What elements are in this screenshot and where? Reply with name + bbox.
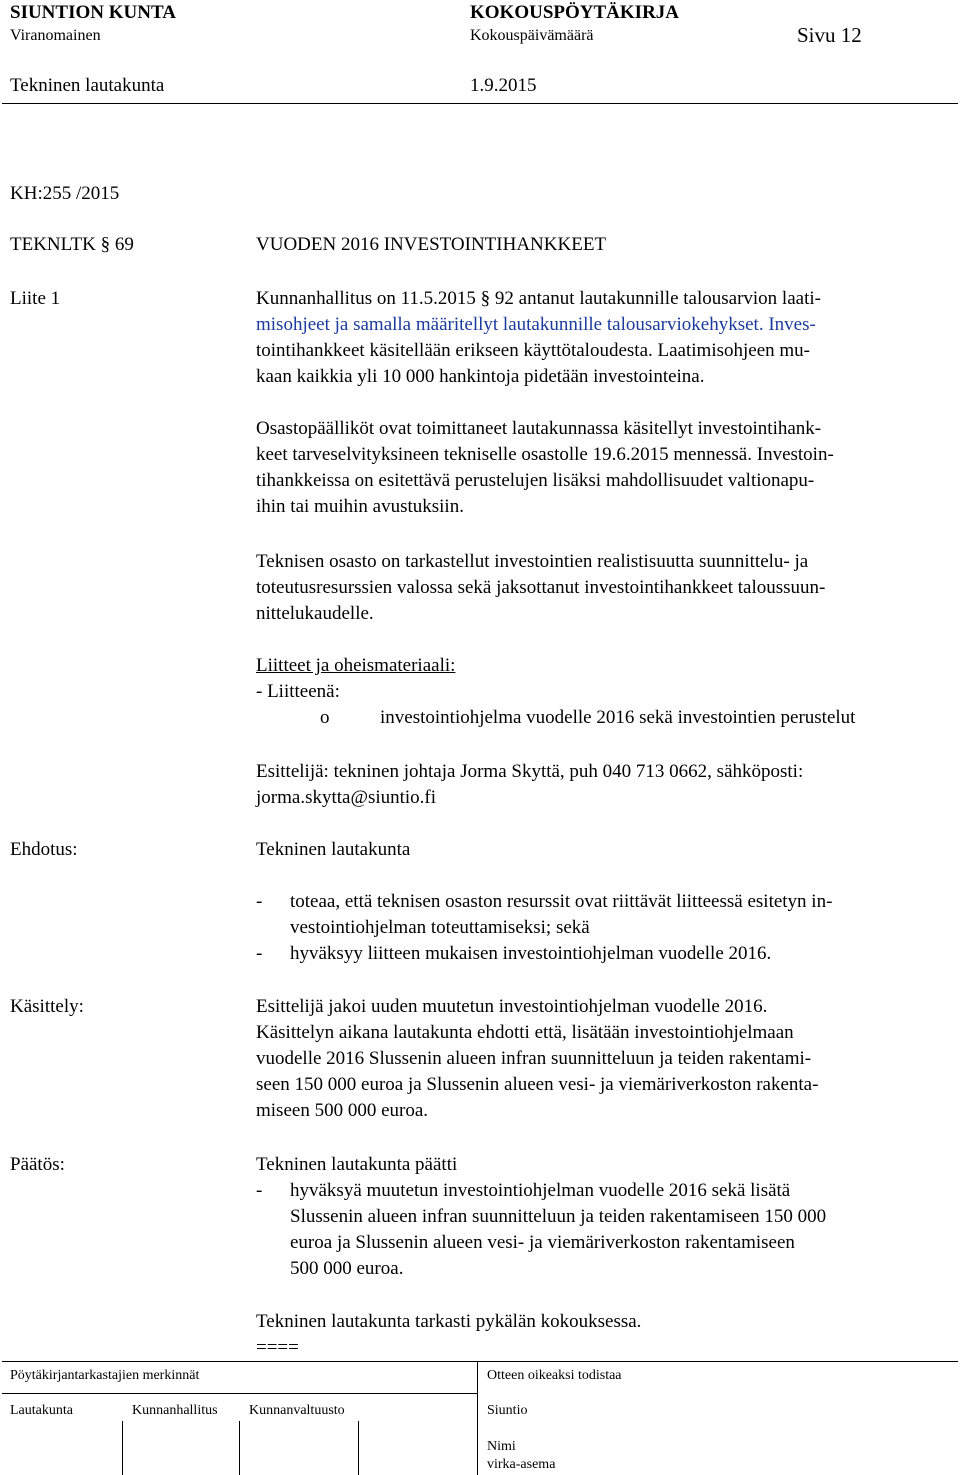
attachments-sublabel: - Liitteenä: <box>256 681 340 702</box>
proposal-dash-1: - <box>256 891 263 912</box>
footer-certified-label: Otteen oikeaksi todistaa <box>487 1368 622 1383</box>
proposal-dash-2: - <box>256 943 263 964</box>
paragraph-background: Kunnanhallitus on 11.5.2015 § 92 antanut lautakunnille talousarvion laati- misohjeet ja samalla määritellyt lautakunnille talousarviokehykset. Inves- tointihankkeet käsitellään erikseen käyttötaloudesta. Laatimisohjeen mu- kaan kaikkia yli 10 000 hankintoja pidetään investointeina. <box>256 288 821 387</box>
footer-title-label: virka-asema <box>487 1457 556 1472</box>
document-type: KOKOUSPÖYTÄKIRJA <box>470 2 680 23</box>
footer-left-row-rule <box>2 1393 477 1394</box>
header-divider <box>2 103 958 104</box>
decision-dash: - <box>256 1180 263 1201</box>
authority-name: Tekninen lautakunta <box>10 75 165 96</box>
decision-intro: Tekninen lautakunta päätti <box>256 1154 458 1175</box>
attachments-heading: Liitteet ja oheismateriaali: <box>256 655 456 676</box>
case-title: VUODEN 2016 INVESTOINTIHANKKEET <box>256 234 607 255</box>
footer-center-divider <box>477 1361 478 1475</box>
date-label: Kokouspäivämäärä <box>470 27 594 44</box>
proposal-label: Ehdotus: <box>10 839 78 860</box>
footer-name-label: Nimi <box>487 1439 516 1454</box>
footer-col-divider-2 <box>239 1421 240 1475</box>
proposal-body-name: Tekninen lautakunta <box>256 839 411 860</box>
proposal-item-1-line-1: toteaa, että teknisen osaston resurssit ovat riittävät liitteessä esitetyn in- <box>290 891 833 912</box>
authority-label: Viranomainen <box>10 27 101 44</box>
footer-col-kunnanhallitus: Kunnanhallitus <box>132 1403 218 1418</box>
attachment-bullet: o <box>320 707 330 728</box>
decision-item: hyväksyä muutetun investointiohjelman vuodelle 2016 sekä lisätä Slussenin alueen infran suunnitteluun ja teiden rakentamiseen 150 000 euroa ja Slussenin alueen vesi- ja viemäriverkoston rakentamiseen 500 000 euroa. <box>290 1180 827 1279</box>
page-number: Sivu 12 <box>797 23 862 47</box>
handling-text: Esittelijä jakoi uuden muutetun investointiohjelman vuodelle 2016. Käsittelyn aikana lautakunta ehdotti että, lisätään investointiohjelmaan vuodelle 2016 Slussenin alueen infran suunnitteluun ja teiden rakentami- seen 150 000 euroa ja Slussenin alueen vesi- ja viemäriverkoston rakenta- miseen 500 000 euroa. <box>256 996 819 1121</box>
presenter-info: Esittelijä: tekninen johtaja Jorma Skyttä, puh 040 713 0662, sähköposti: jorma.skytta@siuntio.fi <box>256 761 804 808</box>
paragraph-review: Teknisen osasto on tarkastellut investointien realistisuutta suunnittelu- ja toteutusresurssien valossa sekä jaksottanut investointihankkeet taloussuun- nittelukaudelle. <box>256 551 826 624</box>
footer-reviewers-label: Pöytäkirjantarkastajien merkinnät <box>10 1368 200 1383</box>
decision-label: Päätös: <box>10 1154 65 1175</box>
section-reference: TEKNLTK § 69 <box>10 234 134 255</box>
footer-top-rule <box>2 1361 958 1362</box>
handling-label: Käsittely: <box>10 996 84 1017</box>
proposal-item-1-line-2: vestointiohjelman toteuttamiseksi; sekä <box>290 917 590 938</box>
footer-col-lautakunta: Lautakunta <box>10 1403 73 1418</box>
proposal-item-2: hyväksyy liitteen mukaisen investointiohjelman vuodelle 2016. <box>290 943 772 964</box>
end-mark: ==== <box>256 1337 299 1358</box>
org-name: SIUNTION KUNTA <box>10 2 176 23</box>
attachment-label: Liite 1 <box>10 288 61 309</box>
footer-col-kunnanvaltuusto: Kunnanvaltuusto <box>249 1403 345 1418</box>
decision-checked-note: Tekninen lautakunta tarkasti pykälän kokouksessa. <box>256 1311 642 1332</box>
footer-col-divider-1 <box>122 1421 123 1475</box>
footer-col-divider-3 <box>358 1421 359 1475</box>
kh-reference: KH:255 /2015 <box>10 183 120 204</box>
footer-place: Siuntio <box>487 1403 528 1418</box>
paragraph-submissions: Osastopäälliköt ovat toimittaneet lautakunnassa käsitellyt investointihank- keet tarveselvityksineen tekniselle osastolle 19.6.2015 mennessä. Investoin- tihankkeissa on esitettävä perustelujen lisäksi mahdollisuudet valtionapu- ihin tai muihin avustuksiin. <box>256 418 834 517</box>
attachment-item: investointiohjelma vuodelle 2016 sekä investointien perustelut <box>380 707 856 728</box>
meeting-date: 1.9.2015 <box>470 75 537 96</box>
